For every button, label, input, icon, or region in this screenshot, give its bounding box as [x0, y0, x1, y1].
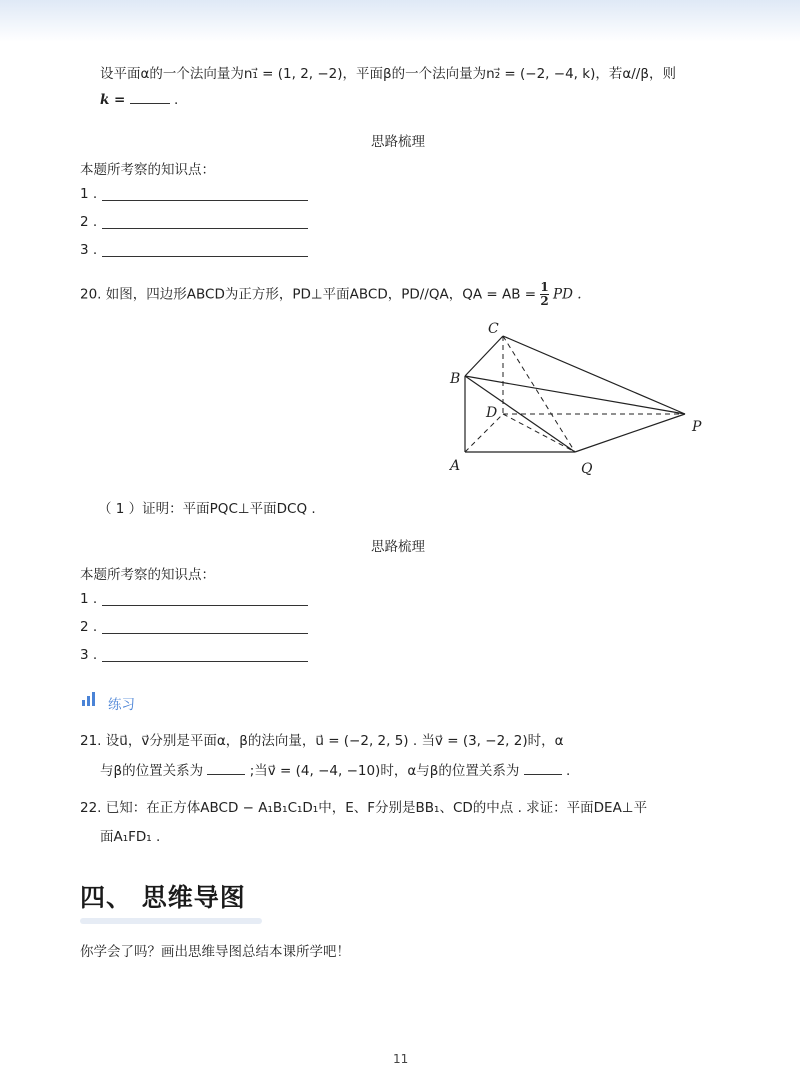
- q19-answer-blank[interactable]: [130, 91, 170, 104]
- label-B: B: [450, 371, 461, 387]
- geometry-figure: [440, 315, 720, 485]
- section4-underline: [80, 918, 262, 924]
- review2-prompt: 本题所考察的知识点：: [80, 567, 215, 583]
- q20-number: 20.: [80, 286, 102, 303]
- section4-title: 四、 思维导图: [80, 883, 246, 912]
- edge-CP: [503, 336, 685, 414]
- q20-frac-num: 1: [540, 280, 549, 294]
- q21-number: 21.: [80, 733, 102, 749]
- practice-label: 练习: [108, 697, 135, 713]
- q22-line2: 面A₁FD₁ .: [100, 829, 161, 845]
- q21-line2: [100, 759, 570, 779]
- q20-part1: （ 1 ）证明：平面PQC⊥平面DCQ .: [98, 501, 316, 517]
- q22-text1: 已知：在正方体ABCD − A₁B₁C₁D₁中，E、F分别是BB₁、CD的中点 . 求证：平面DEA⊥平: [105, 800, 648, 816]
- review1-blank-2[interactable]: [102, 228, 308, 229]
- review1-item-2: 2 .: [80, 214, 98, 230]
- review1-item-1: 1 .: [80, 186, 98, 202]
- bar-chart-icon: [82, 692, 100, 706]
- review1-item-3: 3 .: [80, 242, 98, 258]
- label-A: A: [450, 458, 461, 474]
- q20-text-after: PD .: [553, 286, 582, 303]
- review1-heading: 思路梳理: [371, 134, 425, 150]
- review2-item-1: 1 .: [80, 591, 98, 607]
- q20-frac-den: 2: [540, 294, 549, 308]
- q21-text1: 设u⃗，v⃗分别是平面α，β的法向量，u⃗ = (−2, 2, 5) . 当v⃗ = (3, −2, 2)时，α: [105, 733, 564, 749]
- review2-blank-1[interactable]: [102, 605, 308, 606]
- q20-fraction: [540, 281, 548, 308]
- q22-number: 22.: [80, 800, 102, 816]
- q21-answer-blank-1[interactable]: [207, 762, 245, 775]
- review2-heading: 思路梳理: [371, 539, 425, 555]
- label-D: D: [486, 405, 498, 421]
- review1-blank-3[interactable]: [102, 256, 308, 257]
- q21-line1: [80, 729, 564, 749]
- q21-text2b: ;当v⃗ = (4, −4, −10)时，α与β的位置关系为: [249, 763, 520, 779]
- q21-text2a: 与β的位置关系为: [100, 763, 204, 779]
- review2-item-3: 3 .: [80, 647, 98, 663]
- edge-QP: [575, 414, 685, 452]
- edge-CQ-hidden: [503, 336, 575, 452]
- q20-text-before: 如图，四边形ABCD为正方形，PD⊥平面ABCD，PD//QA，QA = AB =: [105, 286, 537, 303]
- q19-line1: 设平面α的一个法向量为n₁⃗ = (1, 2, −2)，平面β的一个法向量为n₂⃗ = (−2, −4, k)，若α//β，则: [100, 66, 676, 82]
- q19-k-label: k =: [100, 92, 126, 108]
- q19-period: .: [173, 92, 179, 108]
- review1-blank-1[interactable]: [102, 200, 308, 201]
- edge-BC: [465, 336, 503, 376]
- q20-text: [80, 281, 582, 308]
- review2-blank-3[interactable]: [102, 661, 308, 662]
- label-Q: Q: [581, 461, 593, 477]
- q21-text2c: .: [565, 763, 571, 779]
- edge-BP: [465, 376, 685, 414]
- q21-answer-blank-2[interactable]: [524, 762, 562, 775]
- label-C: C: [488, 321, 499, 337]
- page-header-band: [0, 0, 800, 42]
- review1-prompt: 本题所考察的知识点：: [80, 162, 215, 178]
- q19-line2: [100, 91, 178, 108]
- edge-AD-hidden: [465, 414, 503, 452]
- review2-item-2: 2 .: [80, 619, 98, 635]
- page-number: 11: [393, 1052, 409, 1066]
- section4-body: 你学会了吗？画出思维导图总结本课所学吧！: [80, 944, 350, 960]
- label-P: P: [692, 419, 702, 435]
- q22-line1: [80, 796, 647, 816]
- edge-DQ-hidden: [503, 414, 575, 452]
- review2-blank-2[interactable]: [102, 633, 308, 634]
